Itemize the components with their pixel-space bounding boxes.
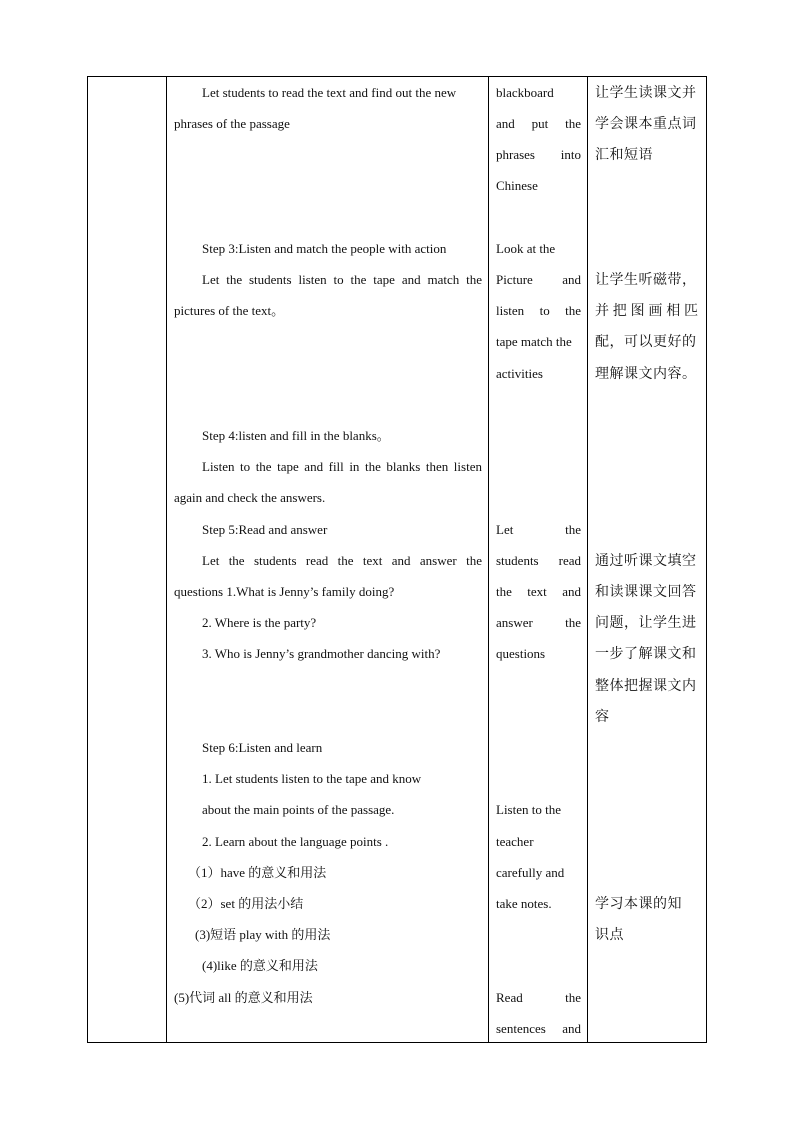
word: and xyxy=(496,116,515,131)
word: the xyxy=(228,553,245,568)
word: listen xyxy=(453,459,482,474)
word: the xyxy=(337,553,354,568)
word: match xyxy=(427,272,460,287)
intent-c-line-5: 整体把握课文内 xyxy=(595,678,697,694)
word: and xyxy=(562,1021,581,1036)
step2-line-1: Let students to read the text and find out the new xyxy=(202,85,457,100)
word: Let xyxy=(202,553,220,568)
word: blanks xyxy=(386,459,421,474)
word: to xyxy=(240,459,251,474)
student-r3-line-5: questions xyxy=(496,646,546,661)
table-bottom-border xyxy=(87,1042,707,1043)
word: and xyxy=(401,272,421,287)
word: the xyxy=(466,553,482,568)
word: the xyxy=(565,615,581,630)
word: and xyxy=(562,272,581,287)
word: students xyxy=(248,272,292,287)
word: students xyxy=(253,553,297,568)
step4-line-1 xyxy=(202,459,482,475)
word: and xyxy=(562,584,581,599)
word: put xyxy=(531,116,549,131)
word: to xyxy=(539,303,550,318)
word: students xyxy=(496,553,539,568)
word: the xyxy=(364,459,381,474)
intent-b-line-1: 让学生听磁带， xyxy=(595,272,697,288)
step6-item-4: (4)like 的意义和用法 xyxy=(202,958,318,973)
word: text xyxy=(362,553,383,568)
word: the xyxy=(565,116,581,131)
word: 把 xyxy=(612,303,627,319)
word: and xyxy=(391,553,411,568)
student-r2-line-3 xyxy=(496,303,581,319)
step3-line-2: pictures of the text。 xyxy=(174,303,285,318)
word: phrases xyxy=(496,147,535,162)
step6-item-1: （1）have 的意义和用法 xyxy=(188,865,327,880)
student-r1-line-1: blackboard xyxy=(496,85,554,100)
student-r1-line-2 xyxy=(496,116,581,132)
step4-title: Step 4:listen and fill in the blanks。 xyxy=(202,428,390,443)
word: fill xyxy=(328,459,344,474)
student-r4-line-1: Listen to the xyxy=(496,802,561,817)
word: tape xyxy=(277,459,299,474)
student-r1-line-3 xyxy=(496,147,581,163)
intent-c-line-2: 和读课课文回答 xyxy=(595,584,697,600)
word: the xyxy=(350,272,367,287)
word: answer xyxy=(419,553,457,568)
word: tape xyxy=(373,272,395,287)
student-r4-line-2: teacher xyxy=(496,834,534,849)
intent-b-line-2 xyxy=(595,302,698,320)
word: Picture xyxy=(496,272,533,287)
student-r3-line-2 xyxy=(496,553,581,569)
student-r3-line-3 xyxy=(496,584,581,600)
step6-item-2: （2）set 的用法小结 xyxy=(188,896,304,911)
word: the xyxy=(565,303,581,318)
intent-a-line-2: 学会课本重点词 xyxy=(595,116,697,132)
intent-c-line-3: 问题，让学生进 xyxy=(595,615,697,631)
word: the xyxy=(466,272,482,287)
word: the xyxy=(226,272,243,287)
student-r2-line-5: activities xyxy=(496,366,543,381)
step6-item-5: (5)代词 all 的意义和用法 xyxy=(174,990,313,1005)
step4-line-2: again and check the answers. xyxy=(174,490,326,505)
student-r2-line-4: tape match the xyxy=(496,334,572,349)
word: Let xyxy=(496,522,514,537)
word: into xyxy=(560,147,581,162)
intent-c-line-1: 通过听课文填空 xyxy=(595,553,697,569)
intent-a-line-1: 让学生读课文并 xyxy=(595,85,697,101)
table-top-border xyxy=(87,76,707,77)
column-divider-2 xyxy=(488,76,489,1043)
step5-line-2: questions 1.What is Jenny’s family doing? xyxy=(174,584,395,599)
word: 相 xyxy=(666,303,681,319)
intent-c-line-6: 容 xyxy=(595,709,610,725)
step5-line-1 xyxy=(202,553,482,569)
column-divider-3 xyxy=(587,76,588,1043)
student-r3-line-4 xyxy=(496,615,581,631)
intent-d-line-1: 学习本课的知 xyxy=(595,896,682,912)
step6-item-3: (3)短语 play with 的用法 xyxy=(195,927,331,942)
student-r1-line-4: Chinese xyxy=(496,178,538,193)
student-r2-line-1: Look at the xyxy=(496,241,556,256)
step6-line-2: about the main points of the passage. xyxy=(202,802,395,817)
step6-title: Step 6:Listen and learn xyxy=(202,740,323,755)
word: Listen xyxy=(202,459,235,474)
intent-a-line-3: 汇和短语 xyxy=(595,147,653,163)
word: 并 xyxy=(595,303,609,319)
student-r5-line-2 xyxy=(496,1021,581,1037)
word: listen xyxy=(298,272,327,287)
student-r3-line-1 xyxy=(496,522,581,538)
word: Read xyxy=(496,990,523,1005)
column-divider-1 xyxy=(166,76,167,1043)
intent-c-line-4: 一步了解课文和 xyxy=(595,646,697,662)
student-r5-line-1 xyxy=(496,990,581,1006)
step3-line-1 xyxy=(202,272,482,288)
word: text xyxy=(527,584,547,599)
step6-line-1: 1. Let students listen to the tape and know xyxy=(202,771,422,786)
word: to xyxy=(333,272,344,287)
step2-line-2: phrases of the passage xyxy=(174,116,290,131)
step6-line-3: 2. Learn about the language points . xyxy=(202,834,389,849)
word: the xyxy=(255,459,272,474)
word: the xyxy=(496,584,512,599)
step5-question-2: 2. Where is the party? xyxy=(202,615,317,630)
student-r4-line-4: take notes. xyxy=(496,896,552,911)
word: 匹 xyxy=(683,303,698,319)
word: read xyxy=(558,553,581,568)
intent-b-line-3: 配，可以更好的 xyxy=(595,334,697,350)
table-left-border xyxy=(87,76,88,1043)
step3-title: Step 3:Listen and match the people with action xyxy=(202,241,447,256)
word: in xyxy=(349,459,360,474)
word: 画 xyxy=(648,303,663,319)
word: then xyxy=(425,459,449,474)
student-r2-line-2 xyxy=(496,272,581,288)
word: the xyxy=(565,990,581,1005)
word: listen xyxy=(496,303,525,318)
word: 图 xyxy=(630,303,645,319)
word: the xyxy=(565,522,581,537)
step5-question-3: 3. Who is Jenny’s grandmother dancing with? xyxy=(202,646,441,661)
word: read xyxy=(305,553,329,568)
intent-d-line-2: 识点 xyxy=(595,927,624,943)
intent-b-line-4: 理解课文内容。 xyxy=(595,366,697,382)
word: Let xyxy=(202,272,220,287)
student-r4-line-3: carefully and xyxy=(496,865,565,880)
step5-title: Step 5:Read and answer xyxy=(202,522,328,537)
word: sentences xyxy=(496,1021,546,1036)
word: answer xyxy=(496,615,533,630)
table-right-border xyxy=(706,76,707,1043)
word: and xyxy=(304,459,324,474)
